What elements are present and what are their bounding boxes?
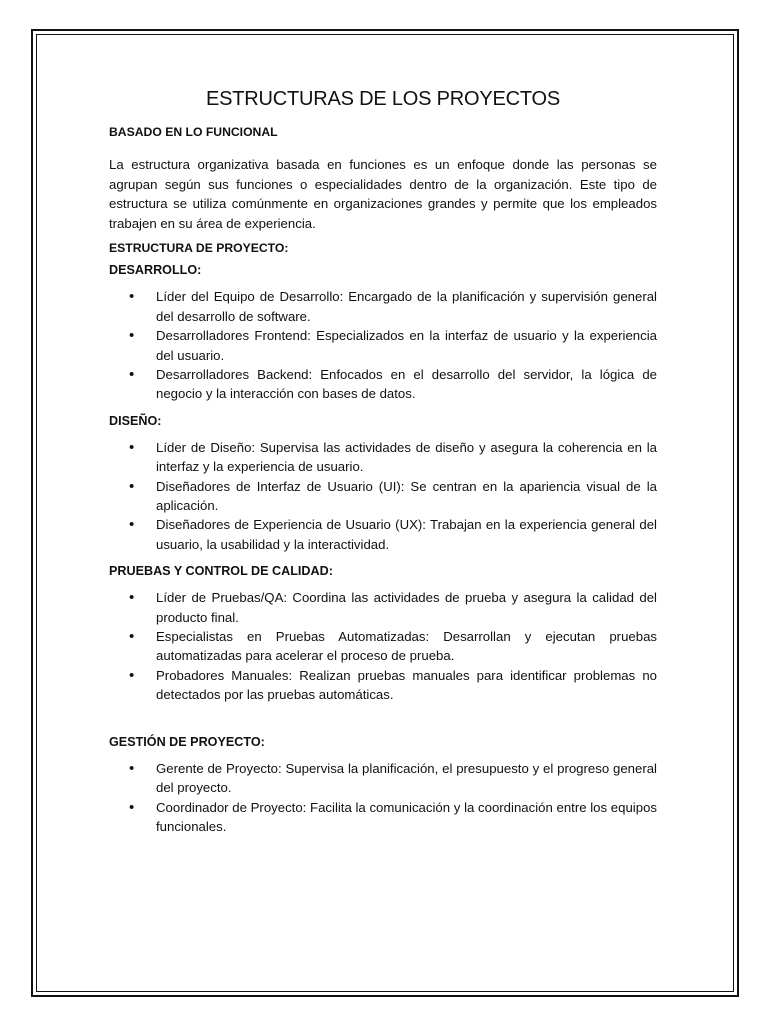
document-content xyxy=(109,88,657,836)
list-item: • Líder de Diseño: Supervisa las actividades de diseño y asegura la coherencia en la interfaz y la experiencia de usuario. xyxy=(109,438,657,477)
subtitle: BASADO EN LO FUNCIONAL xyxy=(109,125,278,139)
bullet-list xyxy=(109,287,657,403)
list-item: • Gerente de Proyecto: Supervisa la planificación, el presupuesto y el progreso general del proyecto. xyxy=(109,759,657,798)
bullet-list xyxy=(109,588,657,704)
list-item: • Desarrolladores Backend: Enfocados en el desarrollo del servidor, la lógica de negocio y la interacción con bases de datos. xyxy=(109,365,657,404)
bullet-list xyxy=(109,759,657,837)
estructura-label: ESTRUCTURA DE PROYECTO: xyxy=(109,241,289,256)
intro-paragraph: La estructura organizativa basada en funciones es un enfoque donde las personas se agrupan según sus funciones o especialidades dentro de la organización. Este tipo de estructura se utiliza comúnmente en organizaciones grandes y permite que los empleados trabajen en su área de experiencia. xyxy=(109,157,657,231)
list-item: • Diseñadores de Interfaz de Usuario (UI): Se centran en la apariencia visual de la aplicación. xyxy=(109,477,657,516)
section-title: PRUEBAS Y CONTROL DE CALIDAD: xyxy=(109,564,333,579)
list-item: • Probadores Manuales: Realizan pruebas manuales para identificar problemas no detectados por las pruebas automáticas. xyxy=(109,666,657,705)
list-item: • Líder del Equipo de Desarrollo: Encargado de la planificación y supervisión general del desarrollo de software. xyxy=(109,287,657,326)
section-desarrollo xyxy=(109,263,657,403)
section-diseno xyxy=(109,414,657,554)
section-title: DESARROLLO: xyxy=(109,263,202,278)
list-item: • Diseñadores de Experiencia de Usuario (UX): Trabajan en la experiencia general del usuario, la usabilidad y la interactividad. xyxy=(109,515,657,554)
list-item: • Líder de Pruebas/QA: Coordina las actividades de prueba y asegura la calidad del producto final. xyxy=(109,588,657,627)
document-title: ESTRUCTURAS DE LOS PROYECTOS xyxy=(205,88,561,110)
section-pruebas xyxy=(109,564,657,704)
list-item: • Desarrolladores Frontend: Especializados en la interfaz de usuario y la experiencia del usuario. xyxy=(109,326,657,365)
bullet-list xyxy=(109,438,657,554)
section-title: GESTIÓN DE PROYECTO: xyxy=(109,734,265,749)
section-gestion xyxy=(109,735,657,837)
section-title: DISEÑO: xyxy=(109,413,162,428)
list-item: • Especialistas en Pruebas Automatizadas: Desarrollan y ejecutan pruebas automatizadas para acelerar el proceso de prueba. xyxy=(109,627,657,666)
list-item: • Coordinador de Proyecto: Facilita la comunicación y la coordinación entre los equipos funcionales. xyxy=(109,798,657,837)
